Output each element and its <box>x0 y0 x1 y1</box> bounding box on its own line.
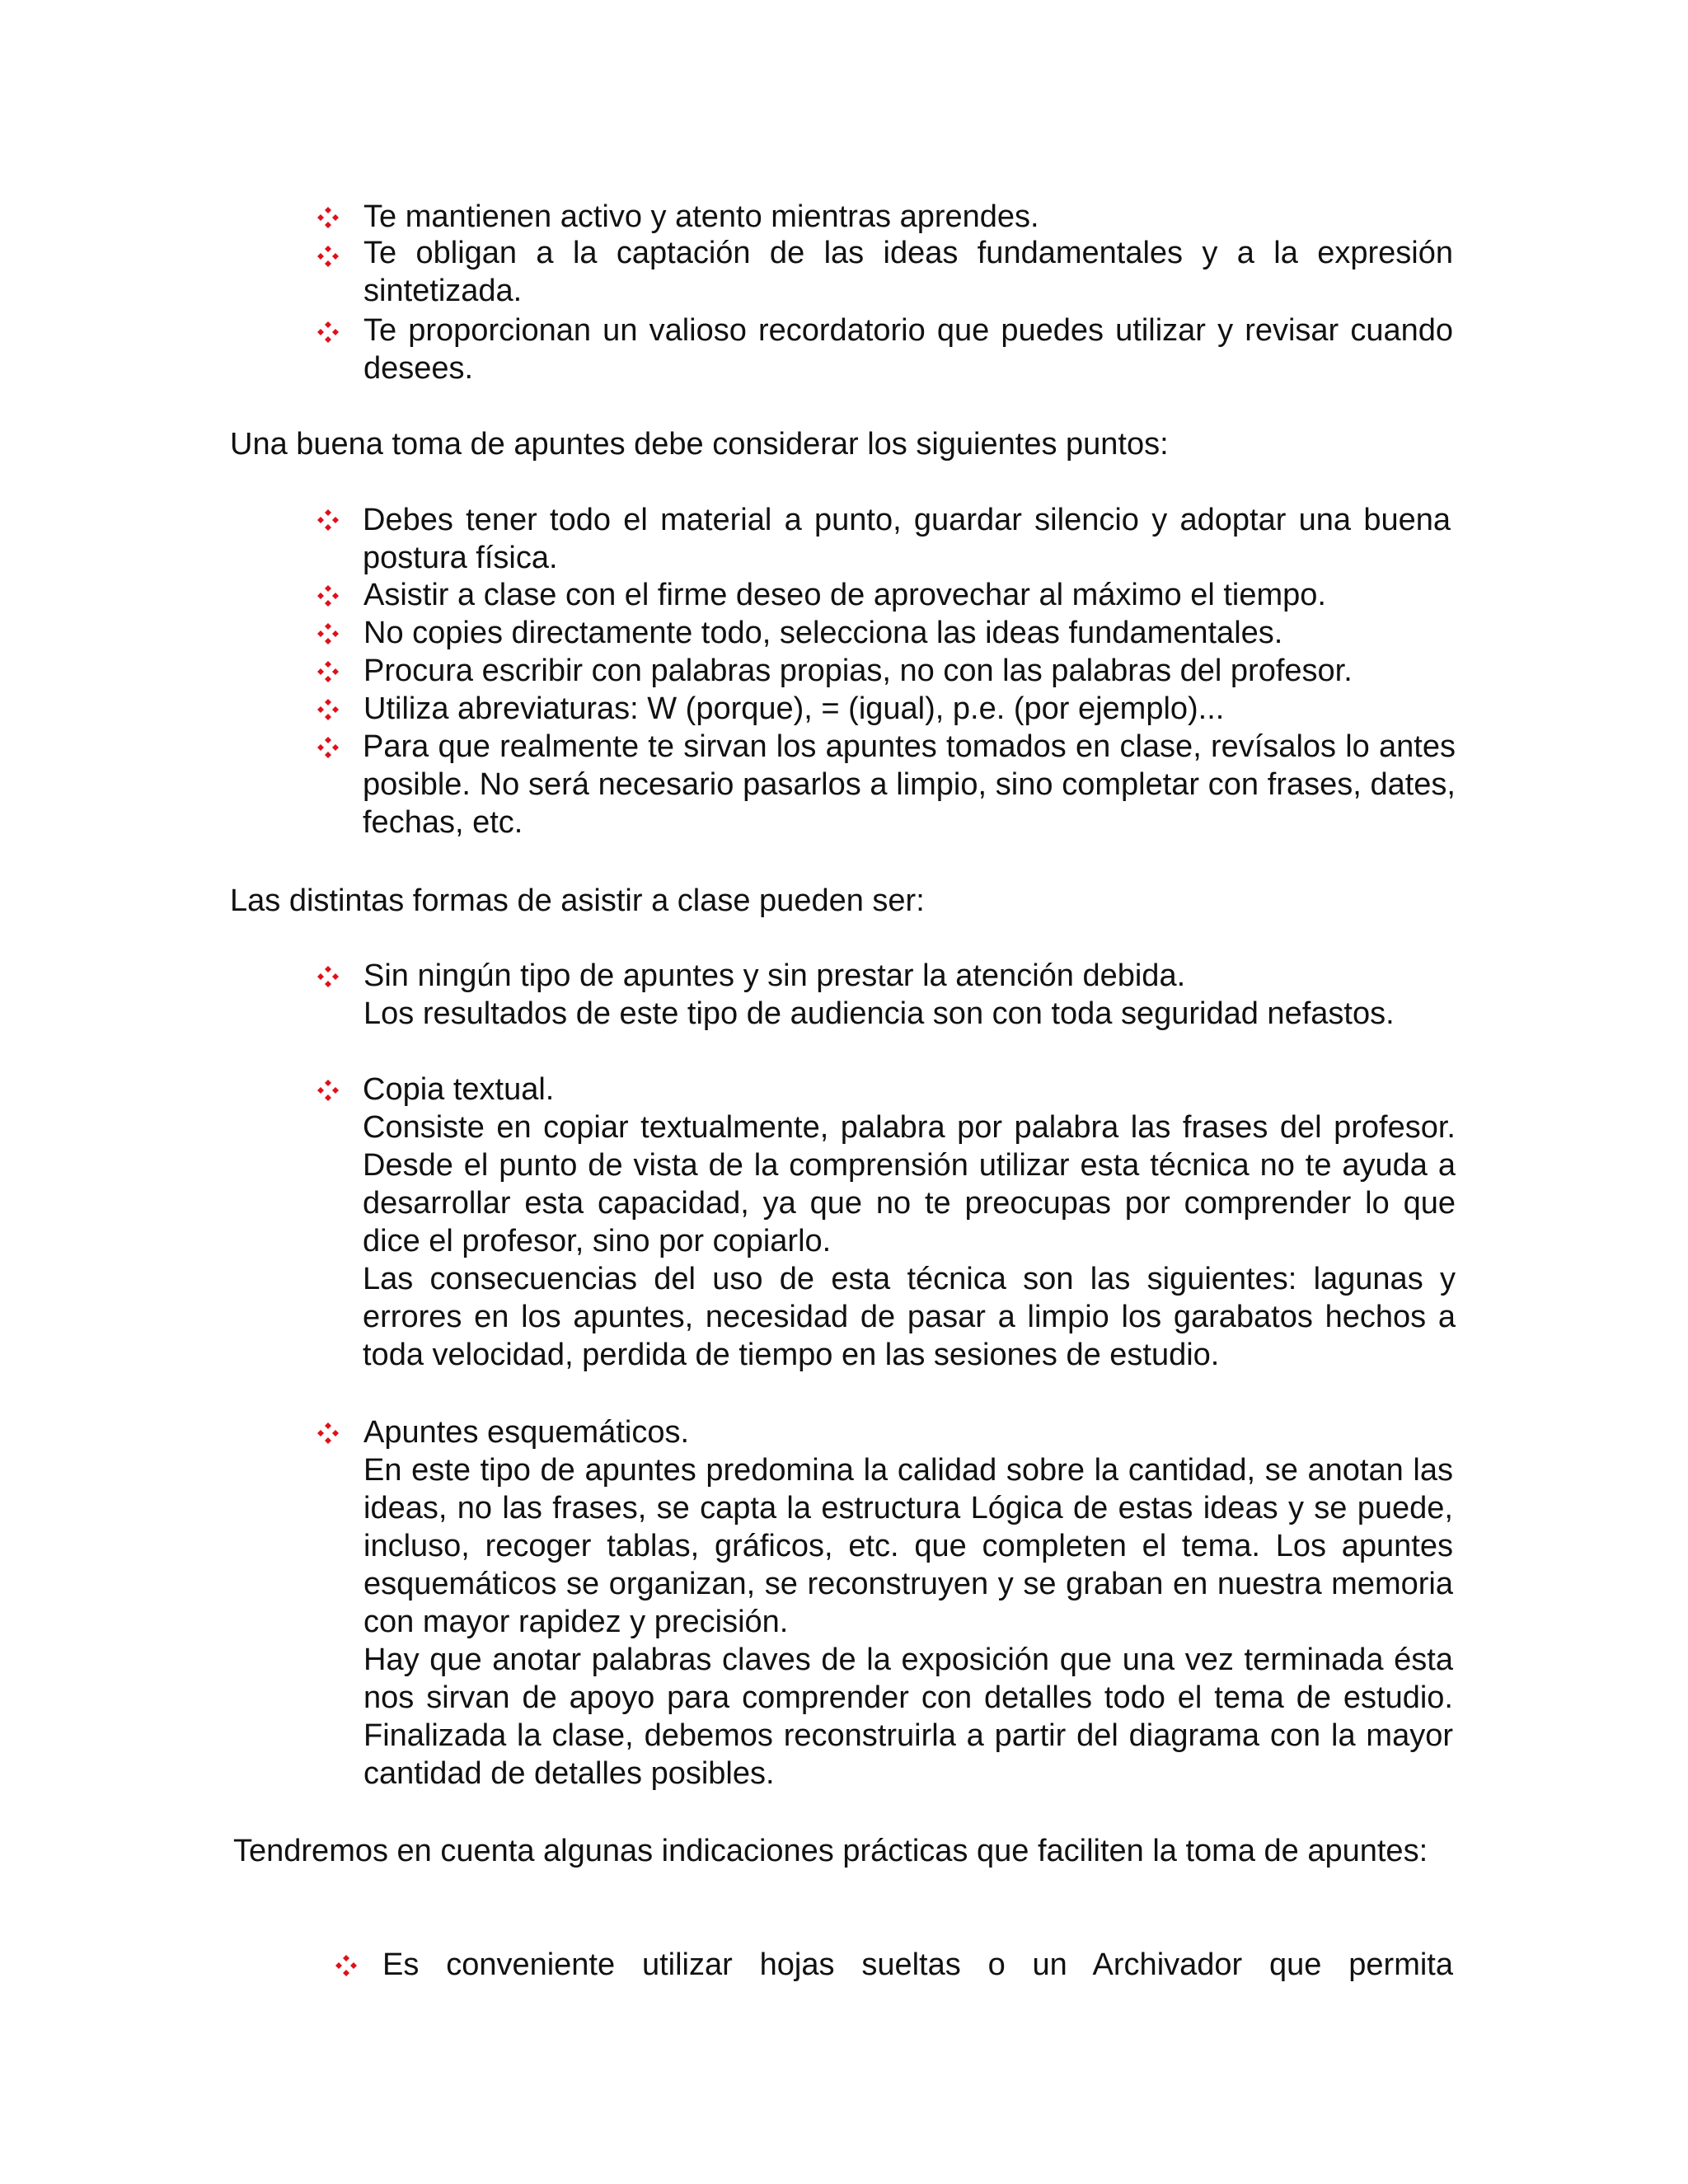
paragraph: Las distintas formas de asistir a clase pueden ser: <box>230 883 925 918</box>
list-item: Sin ningún tipo de apuntes y sin prestar la atención debida. Los resultados de este tipo de audiencia son con toda seguridad nefastos. <box>363 958 1395 1031</box>
diamond-bullet-icon <box>316 320 340 344</box>
diamond-bullet-icon <box>316 659 340 684</box>
diamond-bullet-icon <box>316 1078 340 1103</box>
list-item: Procura escribir con palabras propias, no con las palabras del profesor. <box>363 654 1353 688</box>
diamond-bullet-icon <box>316 1421 340 1446</box>
list-item: Debes tener todo el material a punto, guardar silencio y adoptar una buena postura física. <box>363 503 1451 575</box>
list-item: Es conveniente utilizar hojas sueltas o un Archivador que permita <box>382 1947 1453 1982</box>
diamond-bullet-icon <box>316 621 340 646</box>
diamond-bullet-icon <box>316 244 340 269</box>
diamond-bullet-icon <box>316 964 340 989</box>
paragraph: Una buena toma de apuntes debe considerar los siguientes puntos: <box>230 427 1169 462</box>
list-item: Te obligan a la captación de las ideas fundamentales y a la expresión sintetizada. <box>363 236 1453 308</box>
diamond-bullet-icon <box>334 1953 359 1978</box>
list-item: Asistir a clase con el firme deseo de aprovechar al máximo el tiempo. <box>363 578 1326 612</box>
list-item: Copia textual. Consiste en copiar textualmente, palabra por palabra las frases del profesor. Desde el punto de vista de la comprensión utilizar esta técnica no te ayuda a desarrollar esta capacidad, ya que no te preocupas por comprender lo que dice el profesor, sino por copiarlo. Las consecuencias del uso de esta técnica son las siguientes: lagunas y errores en los apuntes, necesidad de pasar a limpio los garabatos hechos a toda velocidad, perdida de tiempo en las sesiones de estudio. <box>363 1072 1456 1372</box>
diamond-bullet-icon <box>316 697 340 722</box>
list-item: Te mantienen activo y atento mientras aprendes. <box>363 199 1039 234</box>
list-item: Utiliza abreviaturas: W (porque), = (igual), p.e. (por ejemplo)... <box>363 691 1225 726</box>
paragraph: Tendremos en cuenta algunas indicaciones prácticas que faciliten la toma de apuntes: <box>233 1834 1428 1868</box>
diamond-bullet-icon <box>316 735 340 760</box>
list-item: Te proporcionan un valioso recordatorio que puedes utilizar y revisar cuando desees. <box>363 313 1453 386</box>
diamond-bullet-icon <box>316 508 340 532</box>
diamond-bullet-icon <box>316 583 340 608</box>
list-item: Para que realmente te sirvan los apuntes tomados en clase, revísalos lo antes posible. No será necesario pasarlos a limpio, sino completar con frases, dates, fechas, etc. <box>363 729 1456 840</box>
list-item: Apuntes esquemáticos. En este tipo de apuntes predomina la calidad sobre la cantidad, se anotan las ideas, no las frases, se capta la estructura Lógica de estas ideas y se puede, incluso, recoger tablas, gráficos, etc. que completen el tema. Los apuntes esquemáticos se organizan, se reconstruyen y se graban en nuestra memoria con mayor rapidez y precisión. Hay que anotar palabras claves de la exposición que una vez terminada ésta nos sirvan de apoyo para comprender con detalles todo el tema de estudio. Finalizada la clase, debemos reconstruirla a partir del diagrama con la mayor cantidad de detalles posibles. <box>363 1415 1453 1791</box>
list-item: No copies directamente todo, selecciona las ideas fundamentales. <box>363 616 1283 650</box>
diamond-bullet-icon <box>316 205 340 230</box>
